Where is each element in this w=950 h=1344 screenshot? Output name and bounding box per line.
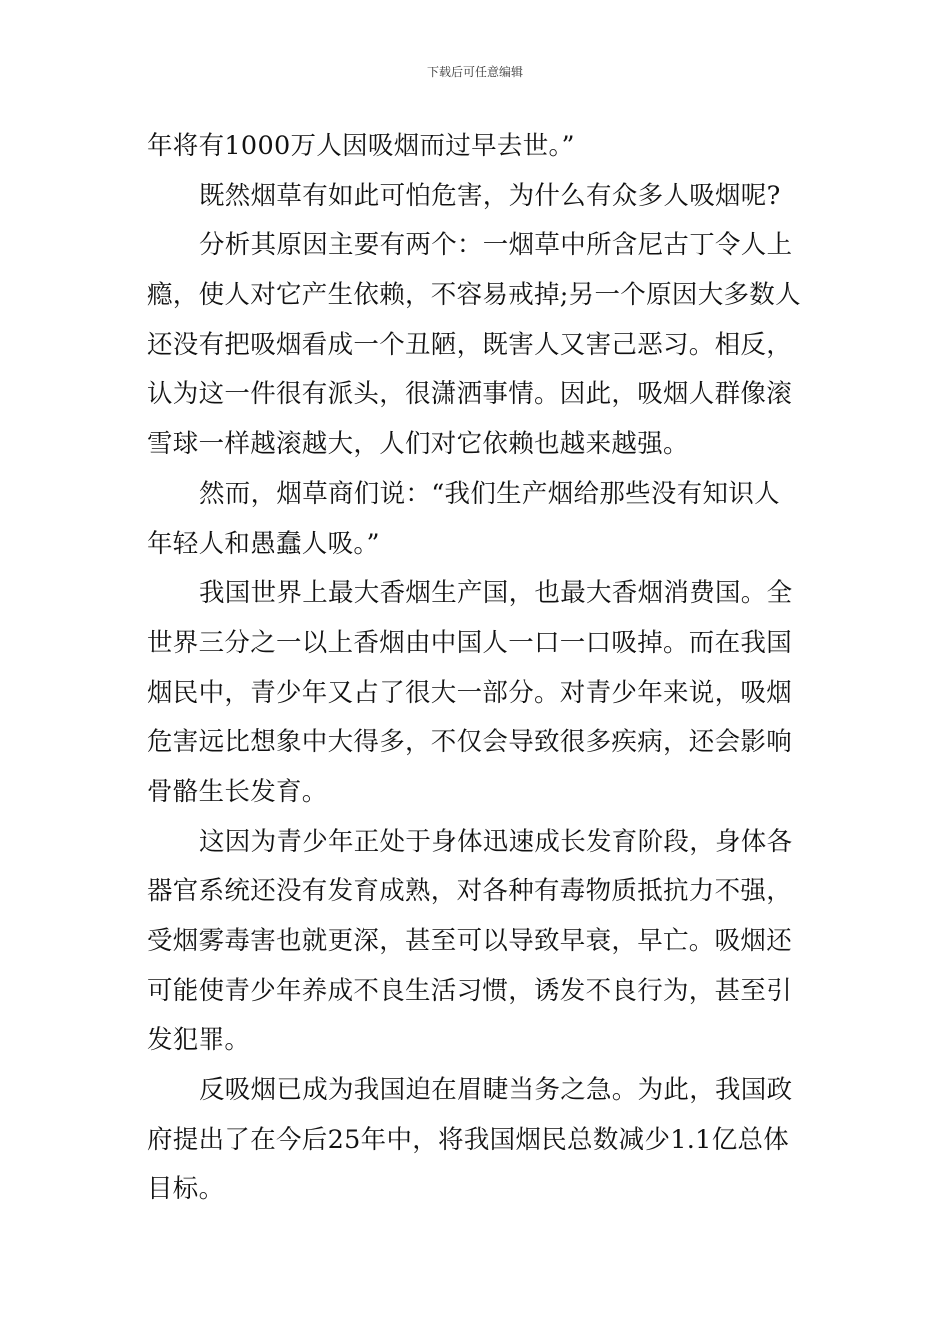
text-line: 还没有把吸烟看成一个丑陋，既害人又害己恶习。相反， [147,329,793,360]
text-line: 受烟雾毒害也就更深，甚至可以导致早衰，早亡。吸烟还 [147,926,793,956]
text-line: 府提出了在今后25年中，将我国烟民总数减少1.1亿总体 [147,1124,790,1155]
text-line: 瘾，使人对它产生依赖，不容易戒掉;另一个原因大多数人 [147,280,801,311]
text-line: 分析其原因主要有两个：一烟草中所含尼古丁令人上 [199,230,793,261]
text-line: 年轻人和愚蠢人吸。” [147,528,380,559]
text-line: 年将有1000万人因吸烟而过早去世。” [147,131,575,161]
text-line: 烟民中，青少年又占了很大一部分。对青少年来说，吸烟 [147,677,793,708]
text-line: 可能使青少年养成不良生活习惯，诱发不良行为，甚至引 [147,975,793,1006]
page-header: 下载后可任意编辑 [426,65,523,79]
text-line: 雪球一样越滚越大，人们对它依赖也越来越强。 [147,429,689,460]
text-line: 这因为青少年正处于身体迅速成长发育阶段，身体各 [199,826,793,857]
text-line: 目标。 [147,1174,225,1205]
text-line: 世界三分之一以上香烟由中国人一口一口吸掉。而在我国 [147,627,793,658]
text-line: 骨骼生长发育。 [147,776,328,807]
text-line: 器官系统还没有发育成熟，对各种有毒物质抵抗力不强， [147,876,793,907]
body-text [147,122,809,1215]
text-line: 危害远比想象中大得多，不仅会导致很多疾病，还会影响 [147,727,793,758]
text-line: 既然烟草有如此可怕危害，为什么有众多人吸烟呢? [199,180,781,211]
text-line: 然而，烟草商们说：“我们生产烟给那些没有知识人 [199,478,780,509]
text-line: 反吸烟已成为我国迫在眉睫当务之急。为此，我国政 [199,1075,793,1106]
text-line: 发犯罪。 [147,1025,251,1056]
text-line: 认为这一件很有派头，很潇洒事情。因此，吸烟人群像滚 [147,379,793,410]
text-line: 我国世界上最大香烟生产国，也最大香烟消费国。全 [199,578,793,609]
